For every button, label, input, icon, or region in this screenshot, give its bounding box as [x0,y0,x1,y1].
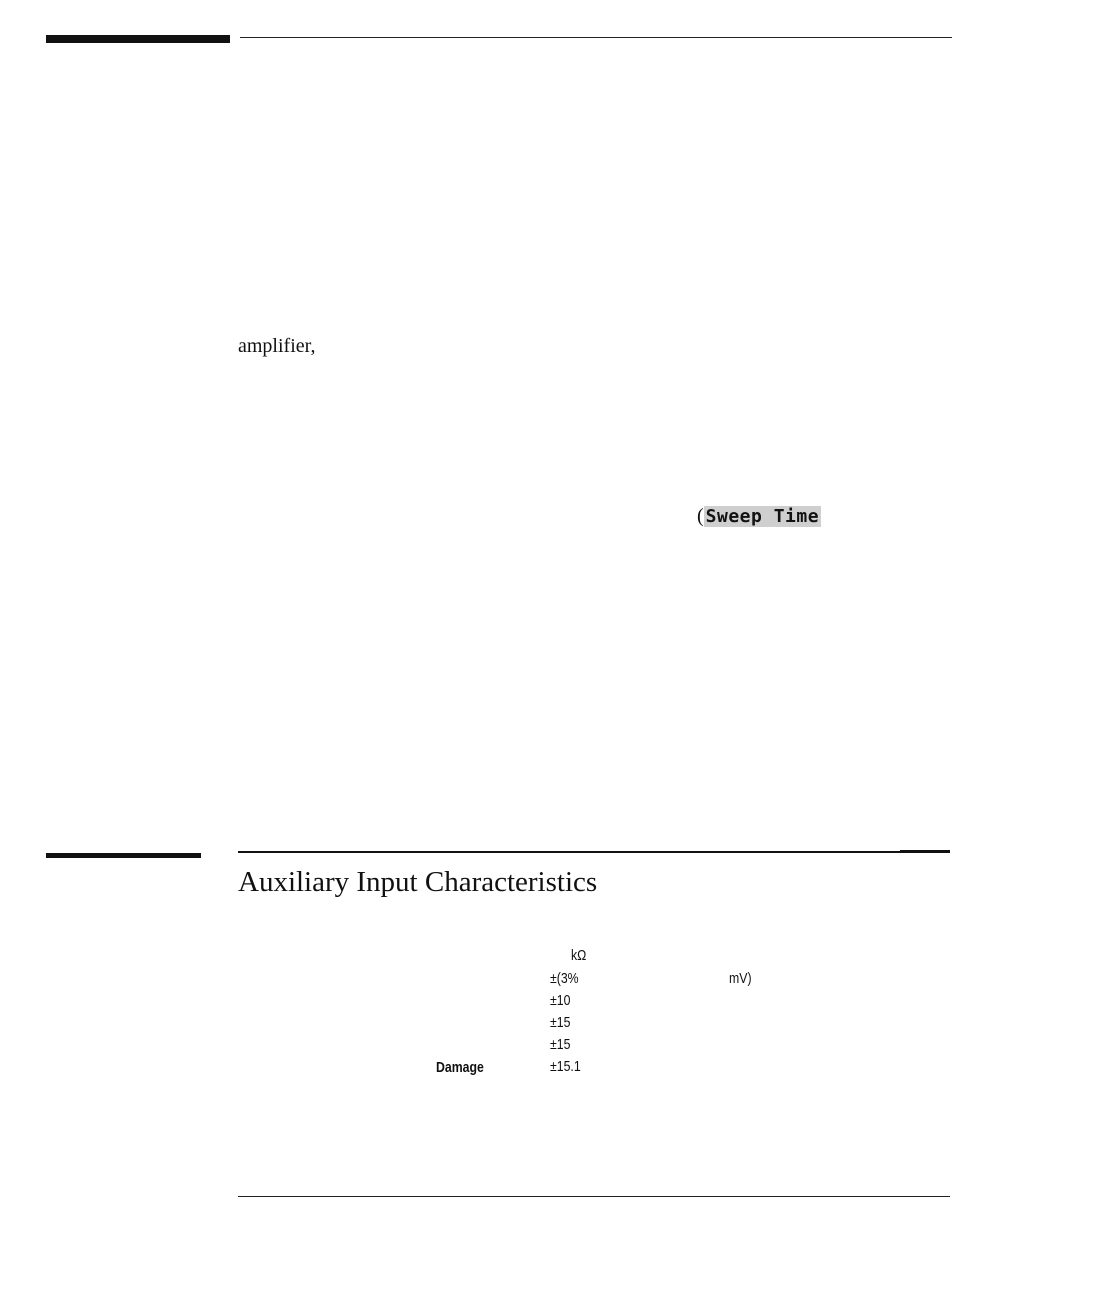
spec-extra-accuracy: mV) [729,970,752,987]
footer-rule [238,1196,950,1197]
spec-value-row3: ±10 [550,992,571,1009]
section-rule-end [900,850,950,853]
spec-value-damage: ±15.1 [550,1058,581,1075]
spec-label-damage: Damage [436,1059,484,1076]
spec-value-accuracy: ±(3% [550,970,579,987]
spec-value-impedance: kΩ [571,947,587,964]
body-text-fragment: amplifier, [238,335,316,357]
section-rule-thick [46,853,201,858]
open-paren: ( [697,505,704,527]
sweep-time-reference [697,505,821,528]
spec-value-row4: ±15 [550,1014,571,1031]
section-title: Auxiliary Input Characteristics [238,866,598,898]
header-rule-thin [240,37,952,38]
sweep-time-softkey: Sweep Time [705,506,820,527]
section-rule-thin [238,851,950,853]
spec-value-row5: ±15 [550,1036,571,1053]
header-rule-thick [46,35,230,43]
